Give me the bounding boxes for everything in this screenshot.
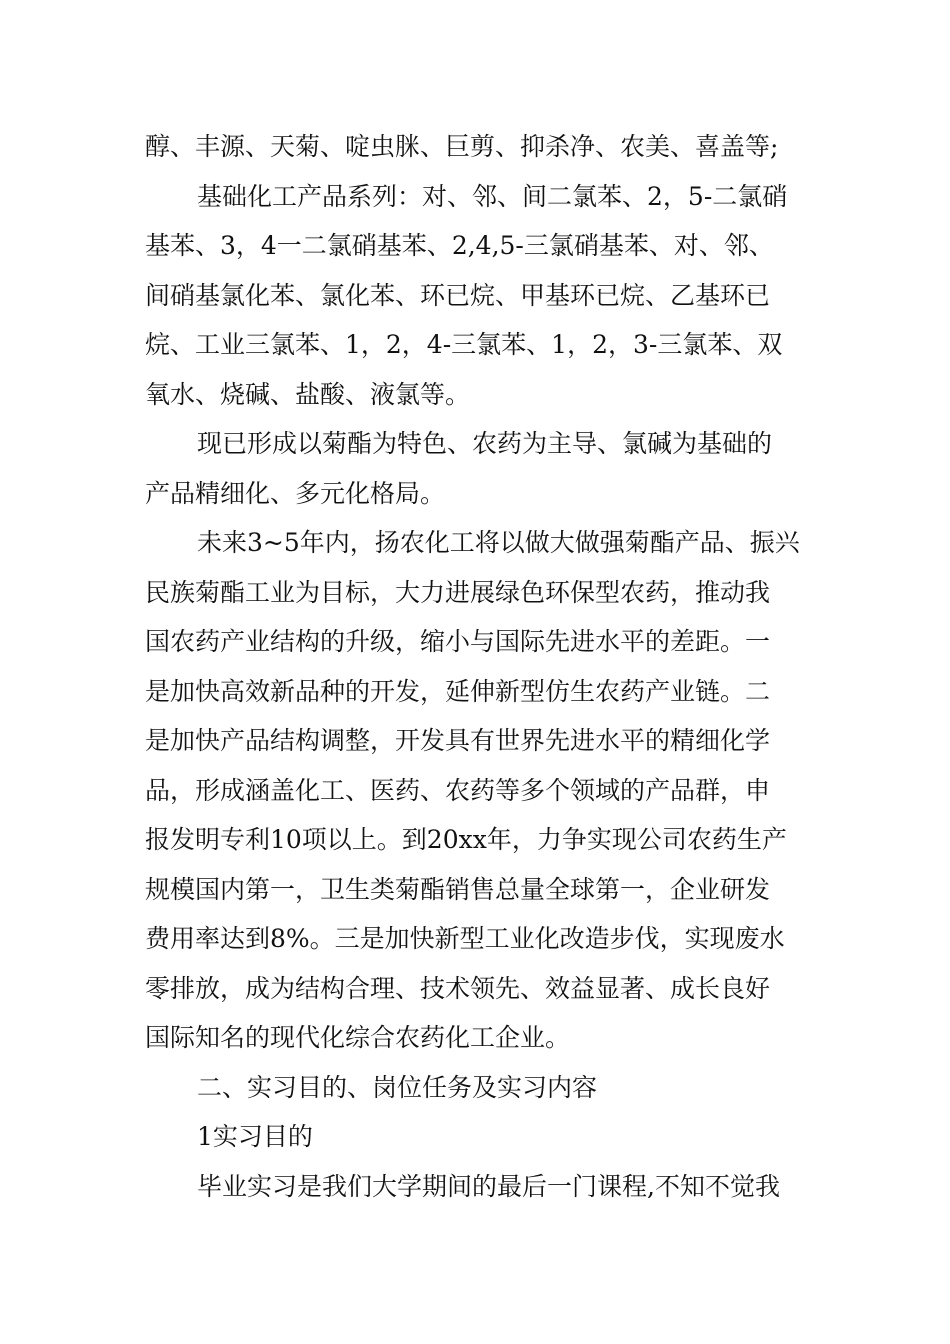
paragraph-first-line: 未来3~5年内，扬农化工将以做大做强菊酯产品、振兴	[197, 528, 800, 557]
text-line: 国际知名的现代化综合农药化工企业。	[145, 1023, 571, 1052]
text-line: 是加快产品结构调整，开发具有世界先进水平的精细化学	[145, 726, 771, 755]
text-line: 醇、丰源、天菊、啶虫脒、巨剪、抑杀净、农美、喜盖等;	[145, 132, 779, 161]
text-line: 间硝基氯化苯、氯化苯、环已烷、甲基环已烷、乙基环已	[145, 280, 771, 310]
text-line: 零排放，成为结构合理、技术领先、效益显著、成长良好	[145, 973, 771, 1003]
text-line: 民族菊酯工业为目标，大力进展绿色环保型农药，推动我	[145, 577, 771, 607]
text-line: 报发明专利10项以上。到20xx年，力争实现公司农药生产	[145, 825, 787, 854]
text-line: 产品精细化、多元化格局。	[145, 478, 446, 508]
text-line: 烷、工业三氯苯、1，2，4-三氯苯、1，2，3-三氯苯、双	[145, 330, 783, 359]
paragraph-first-line: 基础化工产品系列：对、邻、间二氯苯、2，5-二氯硝	[197, 181, 788, 211]
subsection-heading: 1实习目的	[197, 1122, 313, 1151]
text-line: 规模国内第一，卫生类菊酯销售总量全球第一，企业研发	[145, 874, 771, 904]
paragraph-first-line: 毕业实习是我们大学期间的最后一门课程,不知不觉我	[197, 1171, 780, 1201]
text-line: 基苯、3，4一二氯硝基苯、2,4,5-三氯硝基苯、对、邻、	[145, 231, 774, 260]
text-line: 品，形成涵盖化工、医药、农药等多个领域的产品群，申	[145, 775, 771, 805]
section-heading: 二、实习目的、岗位任务及实习内容	[197, 1072, 598, 1102]
text-line: 氧水、烧碱、盐酸、液氯等。	[145, 379, 471, 409]
text-line: 费用率达到8%。三是加快新型工业化改造步伐，实现废水	[145, 924, 785, 953]
paragraph-first-line: 现已形成以菊酯为特色、农药为主导、氯碱为基础的	[197, 429, 773, 458]
text-line: 国农药产业结构的升级，缩小与国际先进水平的差距。一	[145, 627, 771, 656]
text-line: 是加快高效新品种的开发，延伸新型仿生农药产业链。二	[145, 676, 771, 706]
document-body	[145, 122, 807, 1211]
